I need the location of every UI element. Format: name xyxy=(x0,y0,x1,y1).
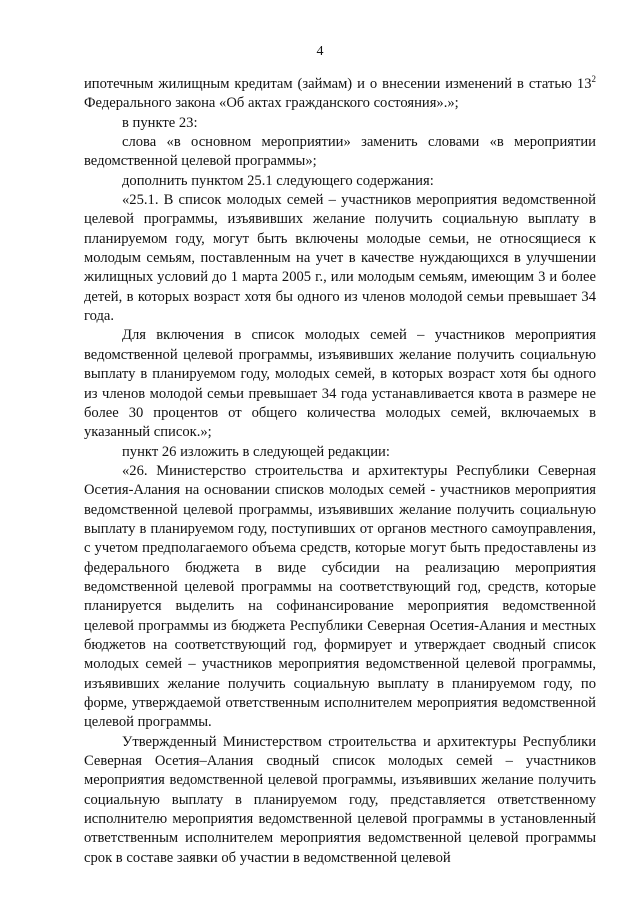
paragraph: в пункте 23: xyxy=(122,114,198,131)
paragraph: Утвержденный Министерством строительства и архитектуры Республики Северная Осетия–Алания сводный список молодых семей – участников мероприятия ведомственной целевой программы, изъявивших желание получить социальную выплату в планируемом году, представляется ответственному исполнителю мероприятия ведомственной целевой программы в установленный ответственным исполнителем мероприятия ведомственной целевой программы срок в составе заявки об участии в ведомственной целевой xyxy=(84,733,596,866)
paragraph-continuation xyxy=(84,75,596,114)
paragraph: «26. Министерство строительства и архитектуры Республики Северная Осетия-Алания на основании списков молодых семей - участников мероприятия ведомственной целевой программы, изъявивших желание получить социальную выплату в планируемом году, поступивших от органов местного самоуправления, с учетом предполагаемого объема средств, которые могут быть предоставлены из федерального бюджета в виде субсидии на реализацию мероприятия ведомственной целевой программы на соответствующий год, средств, которые планируется выделить на софинансирование мероприятия ведомственной целевой программы из бюджета Республики Северная Осетия-Алания и местных бюджетов на соответствующий год, формирует и утверждает сводный список молодых семей – участников мероприятия ведомственной целевой программы, изъявивших желание получить социальную выплату в планируемом году, по форме, утверждаемой ответственным исполнителем мероприятия ведомственной целевой программы. xyxy=(84,462,596,731)
paragraph: слова «в основном мероприятии» заменить словами «в мероприятии ведомственной целевой программы»; xyxy=(84,134,596,170)
document-body xyxy=(84,75,596,868)
paragraph: дополнить пунктом 25.1 следующего содержания: xyxy=(122,172,434,189)
paragraph-text: ипотечным жилищным кредитам (займам) и о внесении изменений в статью 13 xyxy=(84,76,592,92)
paragraph: пункт 26 изложить в следующей редакции: xyxy=(122,443,390,460)
paragraph: «25.1. В список молодых семей – участников мероприятия ведомственной целевой программы, изъявивших желание получить социальную выплату в планируемом году, могут быть включены молодые семьи, не относящиеся к молодым семьям, поставленным на учет в качестве нуждающихся в улучшении жилищных условий до 1 марта 2005 г., или молодым семьям, имеющим 3 и более детей, в которых возраст хотя бы одного из членов молодой семьи превышает 34 года. xyxy=(84,192,596,325)
page-number: 4 xyxy=(316,44,324,59)
paragraph: Для включения в список молодых семей – участников мероприятия ведомственной целевой программы, изъявивших желание получить социальную выплату в планируемом году, молодых семей, в которых возраст хотя бы одного из членов молодой семьи превышает 34 года устанавливается квота в размере не более 30 процентов от общего количества молодых семей, включаемых в указанный список.»; xyxy=(84,327,596,441)
paragraph-text: Федерального закона «Об актах гражданского состояния».»; xyxy=(84,95,459,112)
superscript: 2 xyxy=(591,74,596,85)
